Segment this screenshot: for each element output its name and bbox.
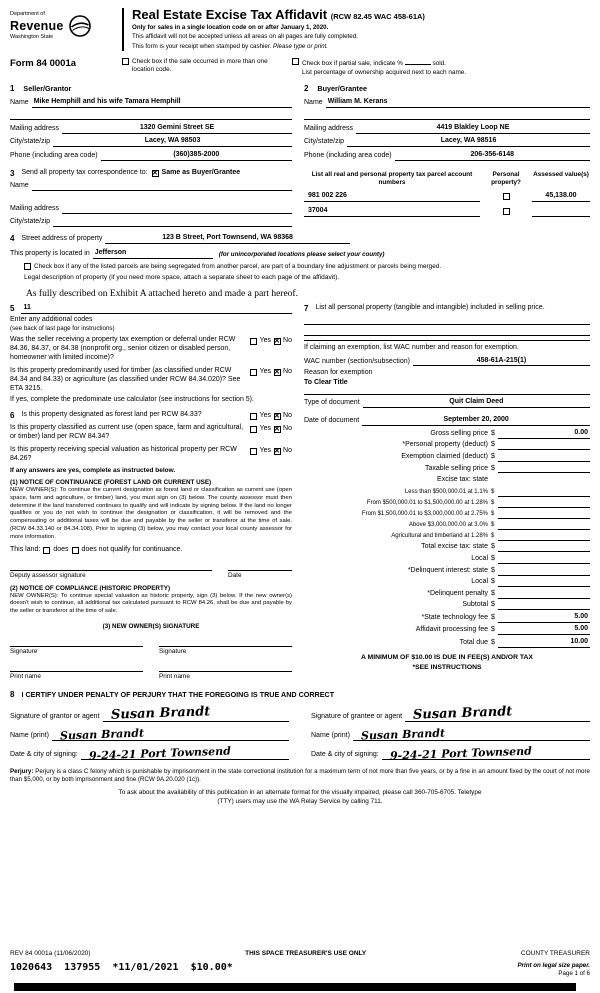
q-yes-no	[250, 411, 292, 421]
subtotal-field[interactable]	[498, 602, 590, 611]
grantor-signature-block	[10, 703, 289, 763]
minimum-due-note: A MINIMUM OF $10.00 IS DUE IN FEE(S) AND/OR TAX *SEE INSTRUCTIONS	[361, 653, 533, 671]
money-row	[304, 601, 590, 610]
assessed-value-header: Assessed value(s)	[533, 170, 589, 178]
delinquent-interest-state-field[interactable]	[498, 567, 590, 576]
buyer-csz-label: City/state/zip	[304, 138, 345, 146]
county-treasurer-label: COUNTY TREASURER	[520, 949, 590, 957]
dollar-sign: $	[491, 499, 495, 506]
grantee-date-city-field[interactable]	[382, 744, 590, 763]
seller-phone-label: Phone (including area code)	[10, 151, 98, 159]
affidavit-processing-fee-field[interactable]: 5.00	[498, 625, 590, 635]
notice-compliance-title: (2) NOTICE OF COMPLIANCE (HISTORIC PROPERTY)	[10, 584, 171, 592]
dept-of-label: Department of	[10, 11, 45, 17]
yes-label: Yes	[259, 337, 272, 345]
correspondence-csz-label: City/state/zip	[10, 217, 51, 225]
personal-property-line-field[interactable]	[304, 314, 590, 325]
buyer-mailing-label: Mailing address	[304, 124, 354, 132]
section-6	[10, 411, 292, 682]
money-label: Exemption claimed (deduct)	[401, 452, 488, 460]
seller-mailing-label: Mailing address	[10, 124, 60, 132]
dollar-sign: $	[491, 522, 495, 529]
dollar-sign: $	[491, 488, 495, 495]
yes-label: Yes	[259, 411, 272, 419]
assessed-value-field[interactable]: 45,138.00	[532, 192, 590, 202]
deputy-assessor-row	[10, 569, 292, 580]
seller-name-extra-field[interactable]	[10, 112, 292, 121]
new-owner-printname-field[interactable]: Print name	[10, 670, 143, 681]
same-as-buyer-checkbox[interactable]	[152, 170, 159, 177]
money-label: Gross selling price	[430, 429, 488, 437]
q-yes-no	[250, 367, 292, 377]
money-row	[304, 578, 590, 587]
total-due-field[interactable]: 10.00	[498, 638, 590, 648]
money-row	[304, 532, 590, 541]
grantor-signature-field[interactable]	[103, 704, 289, 723]
top-options-row	[10, 58, 590, 77]
section-3-correspondence: 3 Send all property tax correspondence to: ✕ Same as Buyer/Grantee Name Mailing address City/state/zip	[10, 169, 292, 227]
form-title: Real Estate Excise Tax Affidavit (RCW 82.45 WAC 458-61A)	[132, 7, 425, 22]
perjury-label: Perjury:	[10, 767, 34, 775]
buyer-phone-field[interactable]: 206-356-6148	[395, 151, 590, 161]
no-label: No	[283, 411, 292, 419]
money-row	[304, 488, 590, 497]
yes-checkbox[interactable]	[250, 448, 257, 455]
yes-checkbox[interactable]	[250, 338, 257, 345]
grantor-date-handwriting: 9-24-21 Port Townsend	[88, 744, 231, 763]
money-label: *Delinquent penalty	[427, 589, 488, 597]
multi-location-option	[122, 58, 292, 74]
perjury-notice: Perjury: Perjury is a class C felony which is punishable by imprisonment in the state correctional institution for a maximum term of not more than five years, or by a fine in an amount fixed by the court of not more than $5,000, or by both imprisonment and fine (RCW 9A.20.020 (1c)).	[10, 767, 590, 784]
yes-label: Yes	[259, 425, 272, 433]
money-row	[304, 613, 590, 623]
section-5: 5 11 Enter any additional codes (see back of last page for instructions) Was the seller receiving a property tax exemption or deferral under RCW 84.36, 84.37, or 84.38 (nonprofit org., senior citizen or disabled person, homeowner with limited income)? Yes ✕ No Is this property predominantly used for timber (as classified under RCW 84.34 and 84.33) or agriculture (as classified under RCW 84.34.020)? See ETA 3215. Yes ✕ No If yes, complete the predominate use calculator (see instructions for section 5).	[10, 304, 292, 405]
seller-mailing-field[interactable]: 1320 Gemini Street SE	[62, 124, 292, 134]
money-row	[304, 453, 590, 462]
date-of-document-label: Date of document	[304, 417, 360, 425]
parties-row	[10, 84, 590, 161]
left-column	[10, 304, 292, 682]
state-technology-fee-field[interactable]: 5.00	[498, 613, 590, 623]
new-owner-signature-field[interactable]: Signature	[159, 645, 292, 656]
grantee-signature-field[interactable]	[405, 704, 590, 723]
grantee-date-handwriting: 9-24-21 Port Townsend	[389, 744, 532, 763]
if-yes-instruction: If any answers are yes, complete as instructed below.	[10, 466, 176, 474]
money-label: Affidavit processing fee	[415, 626, 488, 634]
seller-csz-label: City/state/zip	[10, 138, 51, 146]
money-label: *Delinquent interest: state	[407, 566, 488, 574]
buyer-name-extra-field[interactable]	[304, 112, 590, 121]
seller-phone-field[interactable]: (360)385-2000	[101, 151, 292, 161]
type-of-document-field[interactable]: Quit Claim Deed	[363, 398, 590, 408]
dollar-sign: $	[491, 566, 495, 574]
buyer-name-field[interactable]: William M. Kerans	[326, 98, 590, 108]
no-checkbox[interactable]	[274, 338, 281, 345]
taxable-selling-price-field[interactable]	[498, 465, 590, 474]
delinquent-penalty-field[interactable]	[498, 590, 590, 599]
section-8-certification: 8 I CERTIFY UNDER PENALTY OF PERJURY THAT THE FOREGOING IS TRUE AND CORRECT Signature of grantor or agent Susan Brandt Name (print) Susan Brandt Date & city of signing: 9-24-21 Port Townsend Signature of grantee or agent Susan Brandt Name (print) Susan Brandt Date & city of signing: 9-24-21 Port Townsend	[10, 690, 590, 759]
money-row	[304, 429, 590, 439]
reason-exemption-label: Reason for exemption	[304, 369, 373, 377]
does-not-checkbox[interactable]	[72, 547, 79, 554]
grantee-name-handwriting: Susan Brandt	[360, 726, 446, 743]
dollar-sign: $	[491, 578, 495, 586]
wac-number-field[interactable]: 458-61A-215(1)	[413, 357, 590, 367]
seller-name-label: Name	[10, 99, 29, 107]
dollar-sign: $	[491, 543, 495, 551]
grantor-name-print-label: Name (print)	[10, 731, 49, 739]
multi-location-checkbox[interactable]	[122, 58, 129, 65]
deputy-assessor-date-field[interactable]: Date	[228, 569, 292, 580]
personal-property-deduct-field[interactable]	[498, 442, 590, 451]
agricultural-timberland-field[interactable]	[498, 532, 590, 541]
section-4-property: 4 Street address of property 123 B Street, Port Townsend, WA 98368 This property is located in Jefferson (for unincorporated locations please select your county) Check box if any of the listed parcels are being segregated from another parcel, are part of a boundary line adjustment or parcels being merged. Legal description of property (if you need more space, attach a separate sheet to each page of the affidavit). As fully described on Exhibit A attached hereto and made a part hereof.	[10, 234, 590, 300]
parcel-account-header: List all real and personal property tax parcel account numbers	[311, 170, 473, 186]
dollar-sign: $	[491, 638, 495, 646]
rate-1-field[interactable]	[498, 488, 590, 497]
grantee-name-print-field[interactable]	[353, 726, 590, 741]
dollar-sign: $	[491, 429, 495, 437]
seller-name-field[interactable]: Mike Hemphill and his wife Tamara Hemphill	[32, 98, 292, 108]
rcw-reference: (RCW 82.45 WAC 458-61A)	[330, 12, 425, 21]
q-yes-no	[250, 446, 292, 456]
no-checkbox[interactable]	[274, 426, 281, 433]
parcel-account-field[interactable]: 37004	[304, 207, 480, 217]
segregated-parcels-checkbox[interactable]	[24, 263, 31, 270]
timber-agriculture-question: Is this property predominantly used for timber (as classified under RCW 84.34 and 84.33) or agriculture (as classified under RCW 84.34.020)? See ETA 3215. Yes ✕ No	[10, 367, 292, 394]
dollar-sign: $	[491, 589, 495, 597]
money-label: Subtotal	[462, 601, 488, 609]
personal-property-checkbox[interactable]	[503, 208, 510, 215]
money-row	[304, 638, 590, 648]
new-owner-printname-row	[10, 670, 292, 681]
money-label: Total due	[459, 638, 488, 646]
grantee-date-city-label: Date & city of signing:	[311, 750, 379, 758]
forest-land-question: 6 Is this property designated as forest land per RCW 84.33? Yes ✕ No	[10, 411, 292, 421]
grantee-signature-label: Signature of grantee or agent	[311, 712, 403, 720]
correspondence-mailing-field[interactable]	[62, 206, 292, 215]
street-address-label: Street address of property	[21, 235, 103, 243]
additional-codes-field[interactable]: 11	[21, 304, 292, 314]
additional-codes-label: Enter any additional codes	[10, 316, 93, 324]
divider	[304, 340, 590, 341]
bottom-black-bar	[14, 983, 576, 991]
form-number: Form 84 0001a	[10, 57, 77, 69]
buyer-name-label: Name	[304, 99, 323, 107]
washington-state-label: Washington State	[10, 34, 54, 41]
yes-checkbox[interactable]	[250, 369, 257, 376]
parcel-row	[304, 207, 590, 217]
does-checkbox[interactable]	[43, 547, 50, 554]
yes-label: Yes	[259, 367, 272, 375]
personal-property-checkbox[interactable]	[503, 193, 510, 200]
legal-description-label: Legal description of property (if you need more space, attach a separate sheet to each page of the affidavit).	[24, 274, 340, 282]
section-7	[304, 304, 590, 682]
money-label: Less than $500,000.01 at 1.1%	[404, 488, 488, 495]
revenue-label: Revenue	[10, 19, 64, 34]
grantor-name-handwriting: Susan Brandt	[59, 726, 145, 743]
predominate-use-note: If yes, complete the predominate use calculator (see instructions for section 5).	[10, 395, 254, 403]
gross-selling-price-field[interactable]: 0.00	[498, 429, 590, 439]
notice-compliance-body: NEW OWNER(S): To continue special valuation as historic property, sign (3) below. If the new owner(s) doesn't wish to continue, all additional tax calculated pursuant to RCW 84.26, shall be due and payable by the seller or transferor at the time of sale.	[10, 592, 292, 615]
q-yes-no	[250, 336, 292, 346]
title-block	[122, 8, 590, 51]
parcel-table	[304, 169, 590, 227]
money-label: *State technology fee	[421, 613, 488, 621]
header-note-3: This form is your receipt when stamped by cashier. Please type or print.	[132, 42, 329, 50]
money-row	[304, 441, 590, 450]
alternate-format-note: To ask about the availability of this publication in an alternate format for the visually impaired, please call 360-705-6705. Teletype (TTY) users may use the WA Relay Service by calling 711.	[118, 789, 482, 806]
money-row	[304, 555, 590, 564]
section-2-buyer	[304, 84, 590, 161]
grantee-name-print-label: Name (print)	[311, 731, 350, 739]
type-of-document-label: Type of document	[304, 399, 360, 407]
located-in-label: This property is located in	[10, 250, 90, 258]
reason-exemption-field[interactable]: To Clear Title	[304, 379, 348, 387]
money-row	[304, 625, 590, 635]
header-note-2: This affidavit will not be accepted unless all areas on all pages are fully completed.	[132, 33, 358, 41]
section-1-heading: 1 Seller/Grantor	[10, 83, 72, 93]
same-as-buyer-label: Same as Buyer/Grantee	[161, 169, 241, 177]
total-excise-state-field[interactable]	[498, 544, 590, 553]
dollar-sign: $	[491, 452, 495, 460]
notice-continuance-body: NEW OWNER(S): To continue the current designation as forest land or classification as current use (open space, farm and agriculture, or timber) land, you must sign on (3) below. The county assessor must then determine if the land transferred continues to qualify and will indicate by signing below. If the land no longer qualifies or you do not wish to continue the designation or classification, it will be removed and the compensating or additional taxes will be due and payable by the seller or transferor at the time of sale. (RCW 84.33.140 or 84.34.108). Prior to signing (3) below, you may contact your local county assessor for more information.	[10, 487, 292, 540]
money-label: Taxable selling price	[424, 464, 488, 472]
grantor-date-city-label: Date & city of signing:	[10, 750, 78, 758]
revenue-logo-icon	[68, 14, 92, 38]
grantor-date-city-field[interactable]	[81, 744, 289, 763]
dollar-sign: $	[491, 441, 495, 449]
dollar-sign: $	[491, 626, 495, 634]
page-number: Page 1 of 6	[558, 970, 590, 978]
grantor-signature-handwriting: Susan Brandt	[110, 704, 211, 723]
notice-continuance-title: (1) NOTICE OF CONTINUANCE (FOREST LAND OR CURRENT USE)	[10, 478, 212, 486]
header-note-1: Only for sales in a single location code on or after January 1, 2020.	[132, 23, 329, 31]
additional-codes-note: (see back of last page for instructions)	[10, 325, 115, 332]
exemption-deferral-question: Was the seller receiving a property tax exemption or deferral under RCW 84.36, 84.37, or 84.38 (nonprofit org., senior citizen or disabled person, homeowner with limited income)? Yes ✕ No	[10, 336, 292, 363]
certify-statement: I CERTIFY UNDER PENALTY OF PERJURY THAT THE FOREGOING IS TRUE AND CORRECT	[21, 690, 335, 700]
grantor-signature-label: Signature of grantor or agent	[10, 712, 100, 720]
money-label: Total excise tax: state	[421, 543, 488, 551]
personal-property-intro: 7 List all personal property (tangible and intangible) included in selling price.	[304, 303, 545, 313]
yes-checkbox[interactable]	[250, 426, 257, 433]
money-row	[304, 567, 590, 576]
dor-logo-block	[10, 8, 122, 51]
located-in-field[interactable]: Jefferson	[93, 249, 213, 259]
yes-checkbox[interactable]	[250, 413, 257, 420]
partial-sale-checkbox[interactable]	[292, 58, 299, 65]
buyer-mailing-field[interactable]: 4419 Blakley Loop NE	[356, 124, 590, 134]
money-row	[304, 543, 590, 552]
local-tax-field[interactable]	[498, 555, 590, 564]
rev-form-number: REV 84 0001a (11/06/2020)	[10, 949, 91, 957]
new-owner-signature-row	[10, 645, 292, 656]
grantor-name-print-field[interactable]	[52, 726, 289, 741]
parcel-row	[304, 192, 590, 202]
no-checkbox[interactable]	[274, 448, 281, 455]
new-owner-printname-field[interactable]: Print name	[159, 670, 292, 681]
historic-property-question: Is this property receiving special valuation as historical property per RCW 84.26? Yes ✕ No	[10, 446, 292, 464]
street-address-field[interactable]: 123 B Street, Port Townsend, WA 98368	[105, 234, 349, 244]
no-checkbox[interactable]	[274, 369, 281, 376]
delinquent-interest-local-field[interactable]	[498, 579, 590, 588]
correspondence-name-field[interactable]	[32, 183, 292, 192]
money-label: From $1,500,000.01 to $3,000,000.00 at 2.75%	[361, 511, 488, 518]
no-label: No	[283, 425, 292, 433]
dollar-sign: $	[491, 613, 495, 621]
treasurer-stamp: 1020643 137955 *11/01/2021 $10.00*	[10, 962, 233, 974]
ownership-percentage-note: List percentage of ownership acquired next to each name.	[302, 68, 467, 76]
no-label: No	[283, 446, 292, 454]
money-row	[304, 499, 590, 508]
land-qualify-row	[10, 546, 292, 555]
multi-location-label: Check box if the sale occurred in more than one location code.	[132, 57, 268, 73]
dollar-sign: $	[491, 601, 495, 609]
new-owner-signature-field[interactable]: Signature	[10, 645, 143, 656]
money-row	[304, 510, 590, 519]
partial-sale-percent-field[interactable]	[405, 58, 431, 65]
no-label: No	[283, 337, 292, 345]
excise-tax-state-header: Excise tax: state	[437, 476, 488, 484]
rate-2-field[interactable]	[498, 499, 590, 508]
money-row	[304, 590, 590, 599]
section-2-heading: 2 Buyer/Grantee	[304, 83, 367, 93]
grantee-signature-handwriting: Susan Brandt	[412, 704, 513, 723]
this-land-label: This land:	[10, 546, 41, 554]
dollar-sign: $	[491, 555, 495, 563]
rate-3-field[interactable]	[498, 510, 590, 519]
money-label: Local	[471, 555, 488, 563]
treasurer-space-label: THIS SPACE TREASURER'S USE ONLY	[245, 949, 367, 957]
unincorporated-note: (for unincorporated locations please select your county)	[218, 251, 385, 259]
exemption-claimed-field[interactable]	[498, 453, 590, 462]
q-yes-no	[250, 424, 292, 434]
correspondence-mailing-label: Mailing address	[10, 205, 60, 213]
dollar-sign: $	[491, 464, 495, 472]
dor-logo-text	[10, 11, 64, 41]
does-not-label: does not qualify for continuance.	[81, 546, 183, 554]
rate-4-field[interactable]	[498, 521, 590, 530]
does-label: does	[53, 546, 69, 554]
wac-number-label: WAC number (section/subsection)	[304, 357, 410, 365]
money-row	[304, 465, 590, 474]
section-1-seller	[10, 84, 292, 161]
buyer-phone-label: Phone (including area code)	[304, 151, 392, 159]
money-row	[304, 521, 590, 530]
parcel-account-field[interactable]: 981 002 226	[304, 192, 480, 202]
grantee-signature-block	[311, 703, 590, 763]
partial-sale-label: Check box if partial sale, indicate % sold.	[302, 59, 446, 67]
segregated-parcels-label: Check box if any of the listed parcels are being segregated from another parcel, are part of a boundary line adjustment or parcels being merged.	[34, 263, 442, 271]
no-label: No	[283, 367, 292, 375]
new-owner-signature-title: (3) NEW OWNER(S) SIGNATURE	[102, 623, 200, 631]
personal-property-line-field[interactable]	[304, 325, 590, 336]
money-label: Local	[471, 578, 488, 586]
deputy-assessor-signature-field[interactable]: Deputy assessor signature	[10, 569, 212, 580]
money-label: From $500,000.01 to $1,500,000.00 at 1.28%	[366, 499, 488, 506]
yes-label: Yes	[259, 446, 272, 454]
no-checkbox[interactable]	[274, 413, 281, 420]
buyer-csz-field[interactable]: Lacey, WA 98516	[347, 137, 590, 147]
correspondence-name-label: Name	[10, 182, 29, 190]
money-label: Above $3,000,000.00 at 3.0%	[408, 522, 488, 529]
section-3-row	[10, 169, 590, 227]
legal-description-field[interactable]: As fully described on Exhibit A attached hereto and made a part hereof.	[26, 288, 298, 299]
date-of-document-field[interactable]: September 20, 2000	[362, 416, 590, 426]
legal-size-note: Print on legal size paper.	[517, 962, 590, 970]
current-use-question: Is this property classified as current use (open space, farm and agricultural, or timber) land per RCW 84.34? Yes ✕ No	[10, 424, 292, 442]
money-label: *Personal property (deduct)	[402, 441, 488, 449]
dollar-sign: $	[491, 511, 495, 518]
dollar-sign: $	[491, 533, 495, 540]
correspondence-label: Send all property tax correspondence to:	[21, 169, 148, 177]
correspondence-csz-field[interactable]	[53, 218, 292, 227]
main-columns	[10, 304, 590, 682]
money-label: Agricultural and timberland at 1.28%	[391, 533, 488, 540]
page-footer	[10, 950, 590, 991]
divider	[304, 394, 590, 395]
exemption-intro: If claiming an exemption, list WAC number and reason for exemption.	[304, 344, 519, 352]
seller-csz-field[interactable]: Lacey, WA 98503	[53, 137, 292, 147]
header	[10, 8, 590, 51]
assessed-value-field[interactable]	[532, 209, 590, 218]
personal-property-header: Personal property?	[491, 170, 521, 186]
partial-sale-option	[292, 58, 590, 77]
